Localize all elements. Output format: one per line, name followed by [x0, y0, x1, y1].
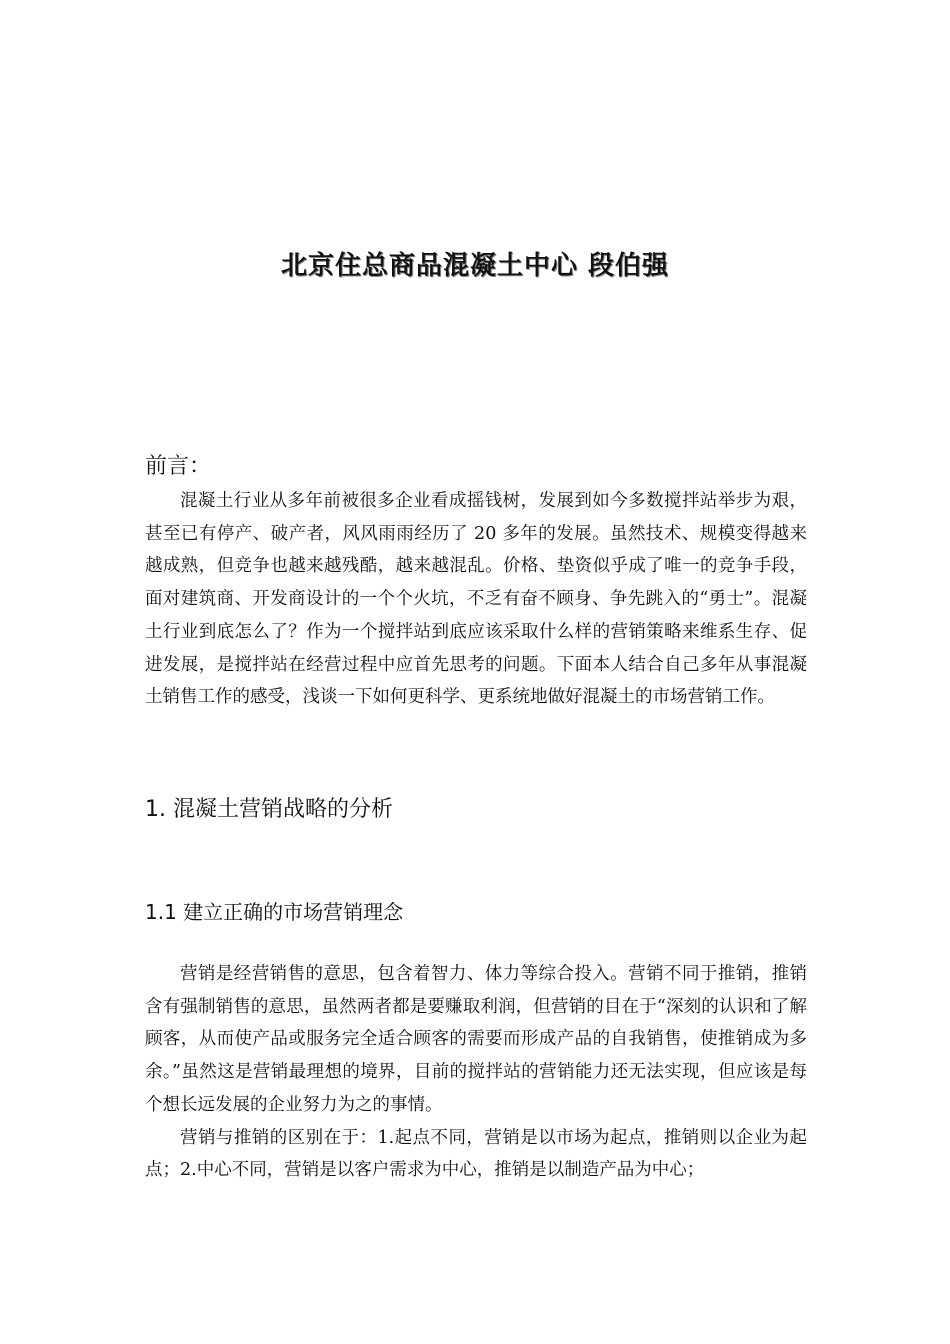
preface-body: [145, 485, 807, 714]
preface-heading: 前言：: [145, 454, 212, 479]
body-paragraph: 营销与推销的区别在于：1.起点不同，营销是以市场为起点，推销则以企业为起点；2.中心不同，营销是以客户需求为中心，推销是以制造产品为中心；: [145, 1127, 807, 1181]
document-title: 北京住总商品混凝土中心 段伯强: [280, 251, 670, 281]
subsection-1-1-heading: 1.1 建立正确的市场营销理念: [145, 900, 404, 924]
subsection-1-1-body: [145, 958, 807, 1187]
body-paragraph: 营销是经营销售的意思，包含着智力、体力等综合投入。营销不同于推销，推销含有强制销售的意思，虽然两者都是要赚取利润，但营销的目在于“深刻的认识和了解顾客，从而使产品或服务完全适合顾客的需要而形成产品的自我销售，使推销成为多余。”虽然这是营销最理想的境界，目前的搅拌站的营销能力还无法实现，但应该是每个想长远发展的企业努力为之的事情。: [145, 964, 807, 1115]
preface-paragraph: 混凝土行业从多年前被很多企业看成摇钱树，发展到如今多数搅拌站举步为艰，甚至已有停产、破产者，风风雨雨经历了 20 多年的发展。虽然技术、规模变得越来越成熟，但竞争也越来越残酷，越来越混乱。价格、垫资似乎成了唯一的竞争手段，面对建筑商、开发商设计的一个个火坑，不乏有奋不顾身、争先跳入的“勇士”。混凝土行业到底怎么了？作为一个搅拌站到底应该采取什么样的营销策略来维系生存、促进发展，是搅拌站在经营过程中应首先思考的问题。下面本人结合自己多年从事混凝土销售工作的感受，浅谈一下如何更科学、更系统地做好混凝土的市场营销工作。: [145, 491, 807, 708]
section-1-heading: 1. 混凝土营销战略的分析: [145, 797, 393, 822]
